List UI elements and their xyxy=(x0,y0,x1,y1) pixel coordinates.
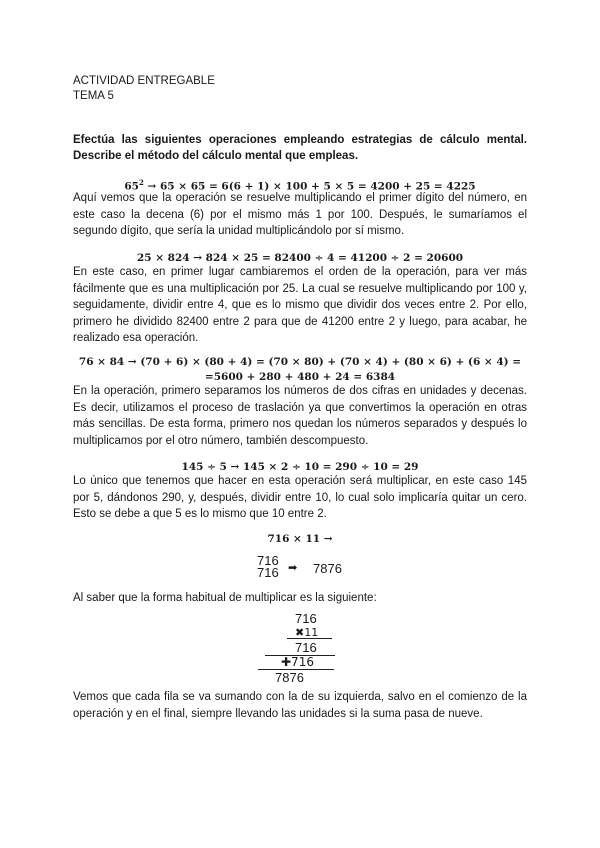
topic-label: TEMA 5 xyxy=(73,90,114,102)
equation-3-line-2: =5600 + 280 + 480 + 24 = 6384 xyxy=(204,371,396,383)
shifted-sum-bottom: 716 xyxy=(257,565,279,580)
explanation-1: Aquí vemos que la operación se resuelve multiplicando el primer dígito del número, en este caso la decena (6) por el mismo más 1 por 100. Después, le sumaríamos el segundo dígito, que sería la unidad multiplicándolo por sí mismo. xyxy=(73,192,527,238)
equation-3-line-1: 76 × 84 → (70 + 6) × (80 + 4) = (70 × 80) + (70 × 4) + (80 × 6) + (6 × 4) = xyxy=(78,356,522,368)
equation-1-exponent: 2 xyxy=(138,178,144,187)
multiplication-rule xyxy=(287,638,332,639)
explanation-2: En este caso, en primer lugar cambiaremos el orden de la operación, para ver más fácilmente que es una multiplicación por 25. La cual se resuelve multiplicando por 100 y, seguidamente, dividir entre 4, que es lo mismo que dividir dos veces entre 2. Por ello, primero he dividido 82400 entre 2 para que de 41200 entre 2 y luego, para acabar, he realizado esa operación. xyxy=(73,266,527,345)
explanation-4: Lo único que tenemos que hacer en esta operación será multiplicar, en este caso 145 por 5, dándonos 290, y, después, dividir entre 10, lo cual solo implicaría quitar un cero. Esto se debe a que 5 es lo mismo que 10 entre 2. xyxy=(73,475,527,521)
equation-5: 716 × 11 → xyxy=(267,533,333,545)
multiplier: ✖11 xyxy=(295,626,319,639)
shifted-sum-result: 7876 xyxy=(313,561,342,576)
equation-4: 145 ÷ 5 → 145 × 2 ÷ 10 = 290 ÷ 10 = 29 xyxy=(181,461,419,473)
equation-1-base: 65 xyxy=(124,180,139,193)
intro-standard-multiplication: Al saber que la forma habitual de multiplicar es la siguiente: xyxy=(73,592,377,604)
instruction-line-2: Describe el método del cálculo mental que empleas. xyxy=(73,150,359,162)
instruction xyxy=(73,132,527,164)
instruction-line-1: Efectúa las siguientes operaciones empleando estrategias de cálculo mental. xyxy=(73,134,527,146)
right-arrow-icon: ➡ xyxy=(288,561,298,574)
shifted-sum-top: 716 xyxy=(257,553,279,568)
explanation-5: Vemos que cada fila se va sumando con la de su izquierda, salvo en el comienzo de la operación y en el final, siempre llevando las unidades si la suma pasa de nueve. xyxy=(73,691,527,720)
multiplicand: 716 xyxy=(295,611,317,626)
explanation-3: En la operación, primero separamos los números de dos cifras en unidades y decenas. Es decir, utilizamos el proceso de traslación ya que convertimos la operación en otras más sencillas. De esta forma, primero nos quedan los números separados y después lo multiplicamos por el otro número, también descompuesto. xyxy=(73,385,527,447)
partial-row-2: ✚716 xyxy=(281,655,314,669)
equation-2: 25 × 824 → 824 × 25 = 82400 ÷ 4 = 41200 ÷ 2 = 20600 xyxy=(136,252,464,264)
activity-title: ACTIVIDAD ENTREGABLE xyxy=(73,75,215,87)
equation-1-rest: → 65 × 65 = 6(6 + 1) × 100 + 5 × 5 = 4200 + 25 = 4225 xyxy=(143,180,476,193)
multiplication-total: 7876 xyxy=(275,670,304,685)
partial-row-1: 716 xyxy=(295,640,317,655)
